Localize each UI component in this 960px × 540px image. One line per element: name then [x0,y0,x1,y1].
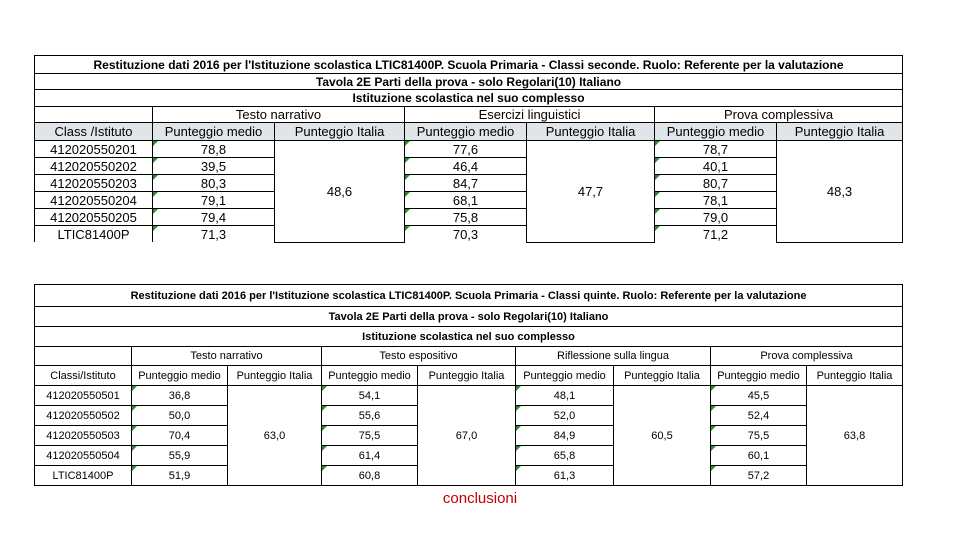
score-cell: 50,0 [132,406,228,426]
score-cell: 77,6 [405,141,527,158]
group-header: Riflessione sulla lingua [516,347,711,366]
score-cell: 46,4 [405,158,527,175]
col-header-italia: Punteggio Italia [228,366,322,386]
italia-score: 63,0 [228,386,322,486]
score-cell: 79,4 [153,209,275,226]
score-cell: 71,3 [153,226,275,243]
table-classi-seconde [34,55,903,243]
col-header-medio: Punteggio medio [405,123,527,141]
score-cell: 39,5 [153,158,275,175]
group-header: Testo espositivo [322,347,516,366]
group-header: Testo narrativo [153,107,405,123]
score-cell: 75,8 [405,209,527,226]
score-cell: 78,8 [153,141,275,158]
score-cell: 61,3 [516,466,614,486]
section-heading: Istituzione scolastica nel suo complesso [35,327,903,347]
section-heading: Istituzione scolastica nel suo complesso [35,90,903,107]
class-id: 412020550201 [35,141,153,158]
italia-score: 60,5 [614,386,711,486]
score-cell: 36,8 [132,386,228,406]
header-blank [35,347,132,366]
italia-score: 48,3 [777,141,903,243]
group-header: Prova complessiva [655,107,903,123]
col-header-italia: Punteggio Italia [275,123,405,141]
col-header-class: Class /Istituto [35,123,153,141]
col-header-italia: Punteggio Italia [418,366,516,386]
col-header-medio: Punteggio medio [711,366,807,386]
conclusioni-link[interactable]: conclusioni [442,490,518,507]
score-cell: 78,7 [655,141,777,158]
class-id: 412020550502 [35,406,132,426]
table-row [35,175,903,192]
score-cell: 78,1 [655,192,777,209]
table-row [35,386,903,406]
italia-score: 63,8 [807,386,903,486]
score-cell: 60,1 [711,446,807,466]
score-cell: 55,6 [322,406,418,426]
score-cell: 61,4 [322,446,418,466]
col-header-italia: Punteggio Italia [777,123,903,141]
header-blank [35,107,153,123]
col-header-class: Classi/Istituto [35,366,132,386]
table-row [35,158,903,175]
col-header-medio: Punteggio medio [655,123,777,141]
group-header: Esercizi linguistici [405,107,655,123]
class-id: 412020550204 [35,192,153,209]
table-row [35,192,903,209]
score-cell: 52,0 [516,406,614,426]
score-cell: 68,1 [405,192,527,209]
col-header-medio: Punteggio medio [132,366,228,386]
class-id: LTIC81400P [35,466,132,486]
class-id: 412020550503 [35,426,132,446]
score-cell: 54,1 [322,386,418,406]
italia-score: 47,7 [527,141,655,243]
group-header: Testo narrativo [132,347,322,366]
table-title: Restituzione dati 2016 per l'Istituzione scolastica LTIC81400P. Scuola Primaria - Classi seconde. Ruolo: Referente per la valutazione [35,56,903,74]
table-title: Restituzione dati 2016 per l'Istituzione scolastica LTIC81400P. Scuola Primaria - Classi quinte. Ruolo: Referente per la valutazione [35,285,903,307]
class-id: 412020550205 [35,209,153,226]
col-header-italia: Punteggio Italia [614,366,711,386]
score-cell: 79,0 [655,209,777,226]
score-cell: 70,4 [132,426,228,446]
col-header-medio: Punteggio medio [153,123,275,141]
class-id: LTIC81400P [35,226,153,243]
col-header-medio: Punteggio medio [516,366,614,386]
col-header-medio: Punteggio medio [322,366,418,386]
score-cell: 51,9 [132,466,228,486]
score-cell: 52,4 [711,406,807,426]
table-row [35,226,903,243]
score-cell: 48,1 [516,386,614,406]
score-cell: 55,9 [132,446,228,466]
class-id: 412020550203 [35,175,153,192]
score-cell: 71,2 [655,226,777,243]
score-cell: 65,8 [516,446,614,466]
italia-score: 48,6 [275,141,405,243]
score-cell: 80,7 [655,175,777,192]
class-id: 412020550504 [35,446,132,466]
score-cell: 57,2 [711,466,807,486]
score-cell: 84,7 [405,175,527,192]
class-id: 412020550202 [35,158,153,175]
score-cell: 75,5 [711,426,807,446]
table-classi-quinte [34,284,903,486]
class-id: 412020550501 [35,386,132,406]
table-row [35,141,903,158]
table-subtitle: Tavola 2E Parti della prova - solo Regolari(10) Italiano [35,74,903,90]
score-cell: 75,5 [322,426,418,446]
table-row [35,209,903,226]
score-cell: 84,9 [516,426,614,446]
score-cell: 80,3 [153,175,275,192]
score-cell: 40,1 [655,158,777,175]
table-subtitle: Tavola 2E Parti della prova - solo Regolari(10) Italiano [35,307,903,327]
group-header: Prova complessiva [711,347,903,366]
score-cell: 70,3 [405,226,527,243]
italia-score: 67,0 [418,386,516,486]
score-cell: 45,5 [711,386,807,406]
score-cell: 60,8 [322,466,418,486]
col-header-italia: Punteggio Italia [527,123,655,141]
score-cell: 79,1 [153,192,275,209]
col-header-italia: Punteggio Italia [807,366,903,386]
